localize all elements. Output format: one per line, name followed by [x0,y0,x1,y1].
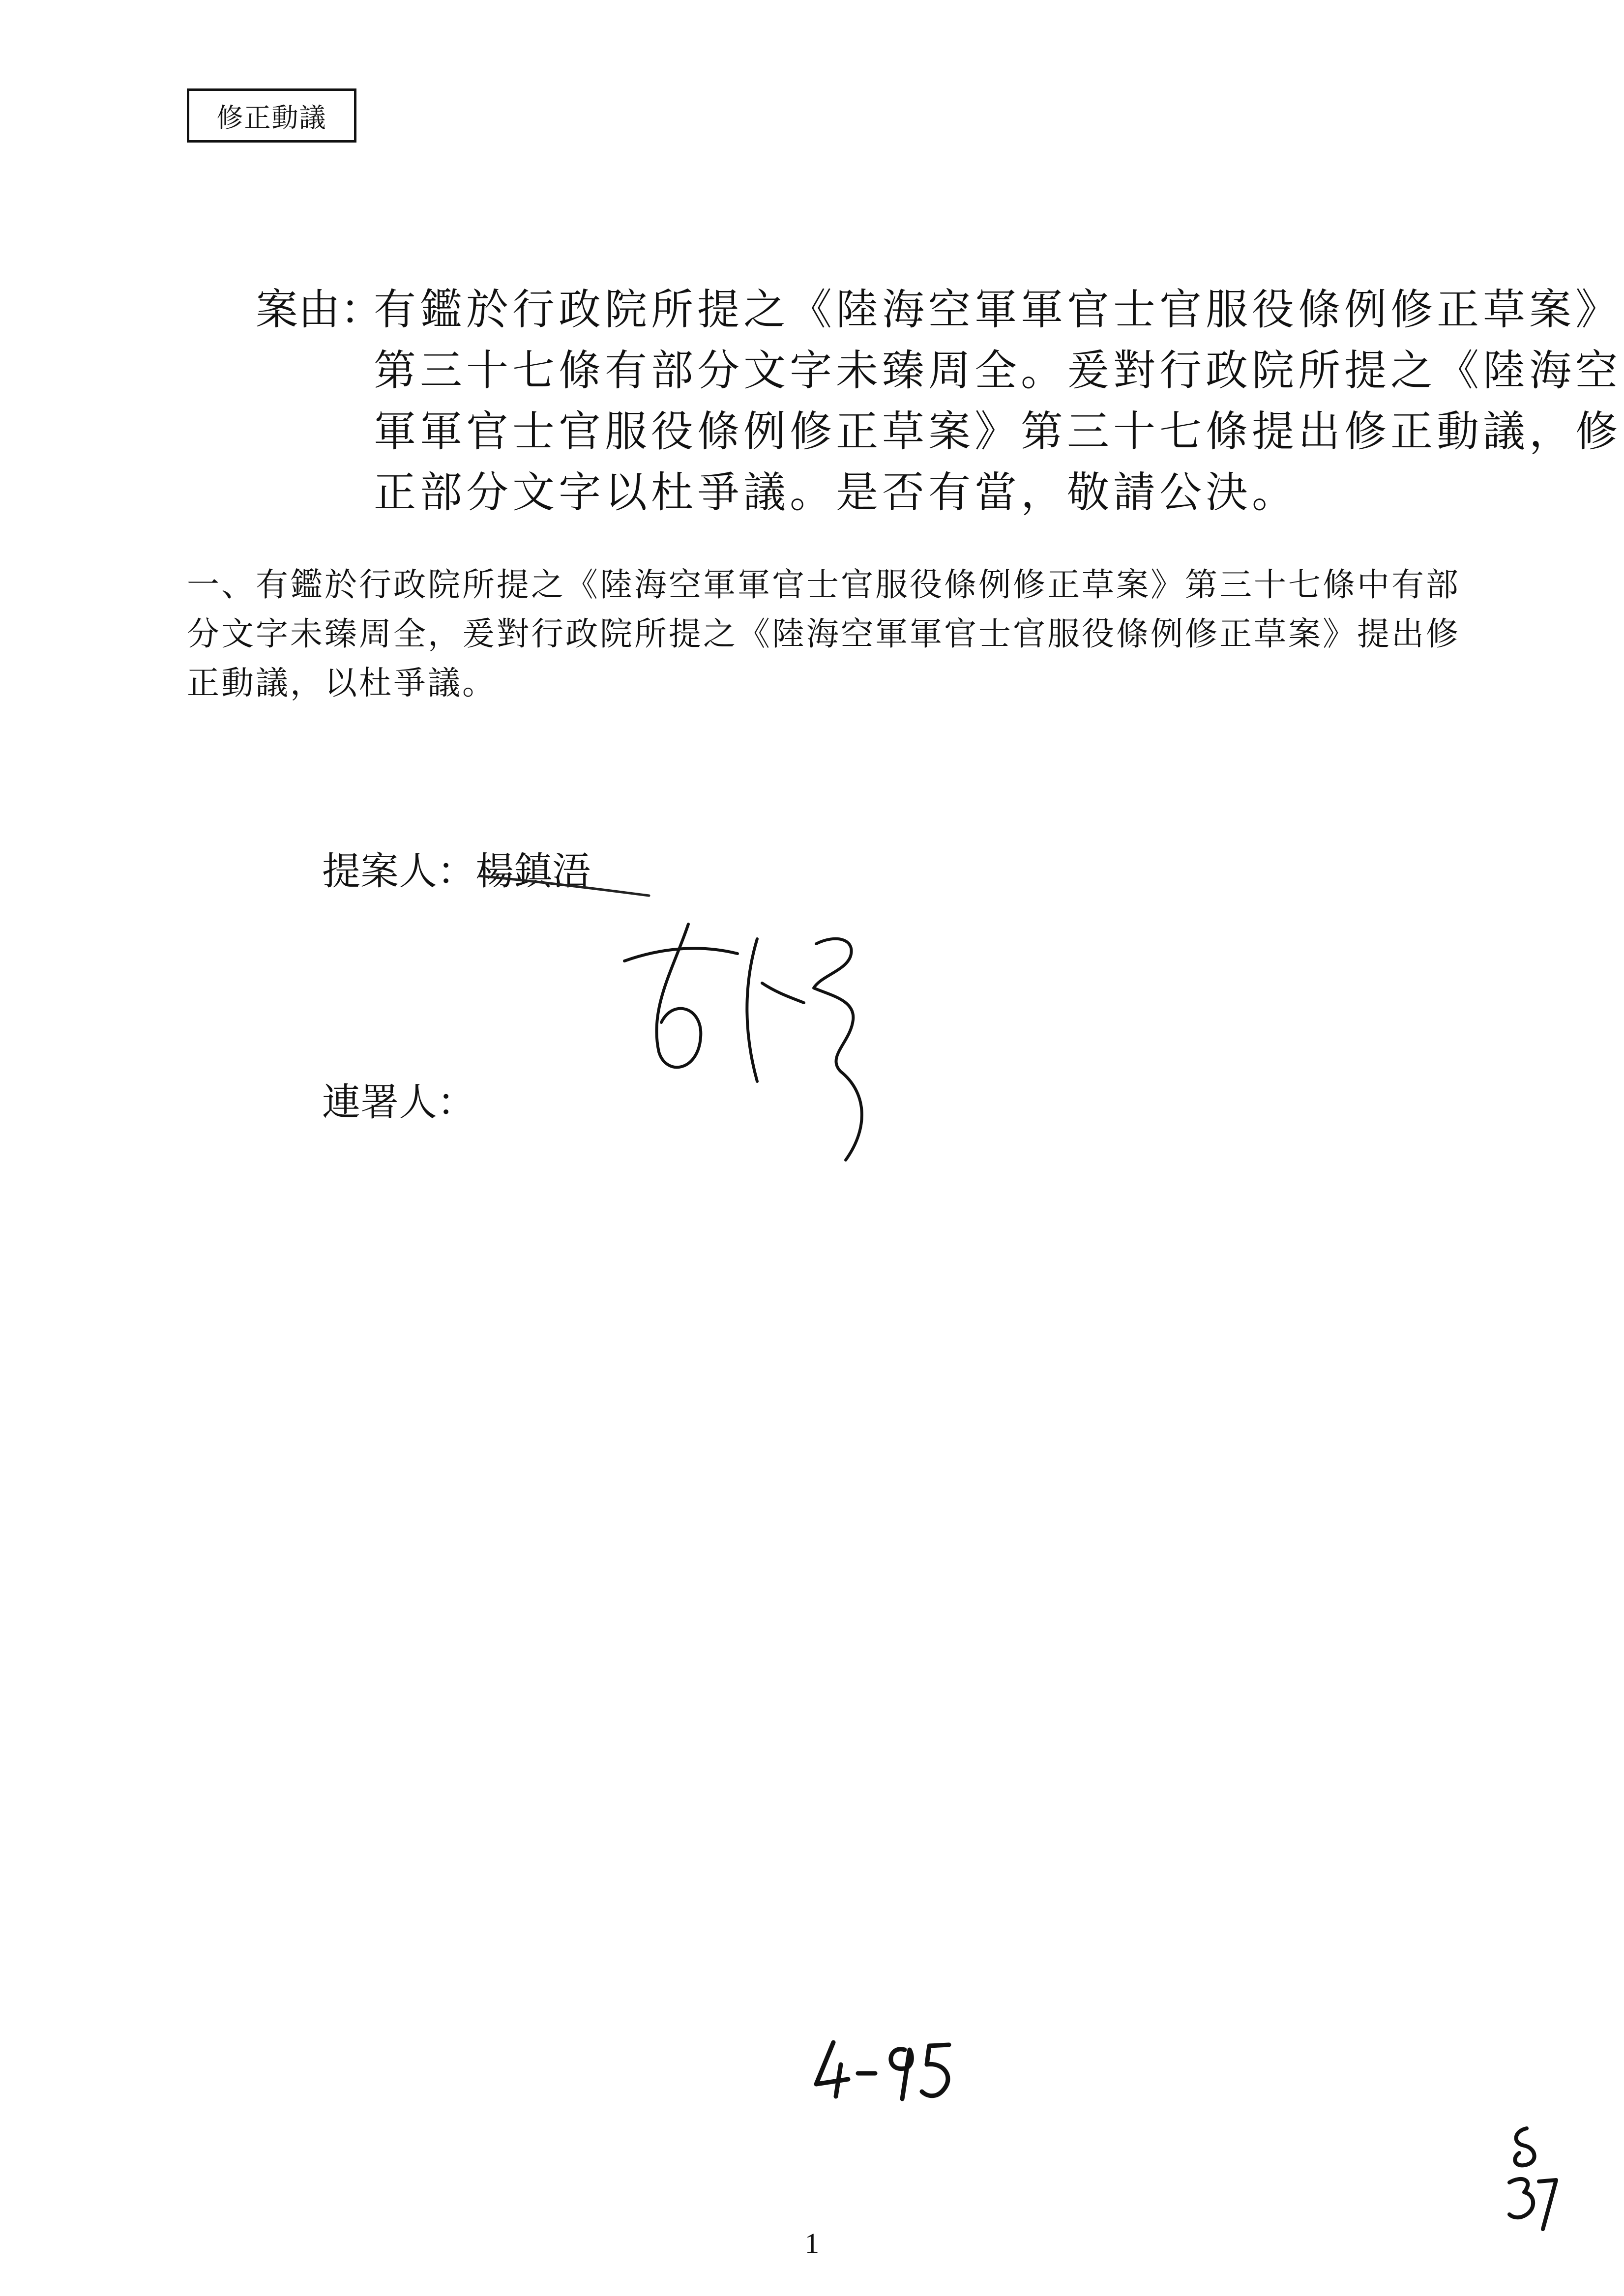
margin-note-text: 37 [1500,2235,1501,2236]
handwritten-signature [615,914,890,1170]
explanation [187,560,1460,708]
strike-through-mark [477,865,654,900]
proposer-name: 楊鎮浯 [475,849,591,894]
header-label: 修正動議 [216,102,327,133]
proposer-label: 提案人： [322,849,476,894]
header-label-box [187,88,356,143]
cosigner [322,1072,475,1127]
case-line-1: 有鑑於行政院所提之《陸海空軍軍官士官服役條例修正草案》 [374,285,1622,334]
explanation-line-1: 一、有鑑於行政院所提之《陸海空軍軍官士官服役條例修正草案》第三十七條中有部 [187,566,1460,604]
case-line-2: 第三十七條有部分文字未臻周全。爰對行政院所提之《陸海空 [374,346,1622,395]
case-label: 案由： [256,285,383,334]
explanation-line-3: 正動議，以杜爭議。 [187,664,497,702]
case-line-3: 軍軍官士官服役條例修正草案》第三十七條提出修正動議，修 [374,407,1622,456]
page-number: 1 [805,2227,819,2259]
case-line-4: 正部分文字以杜爭議。是否有當，敬請公決。 [374,468,1298,517]
cosigner-label: 連署人： [322,1080,476,1125]
handwritten-number-text: 4-95 [811,2101,814,2102]
explanation-line-2: 分文字未臻周全，爰對行政院所提之《陸海空軍軍官士官服役條例修正草案》提出修 [187,615,1460,653]
margin-handwritten-note [1500,2123,1559,2237]
handwritten-number [806,2030,954,2104]
